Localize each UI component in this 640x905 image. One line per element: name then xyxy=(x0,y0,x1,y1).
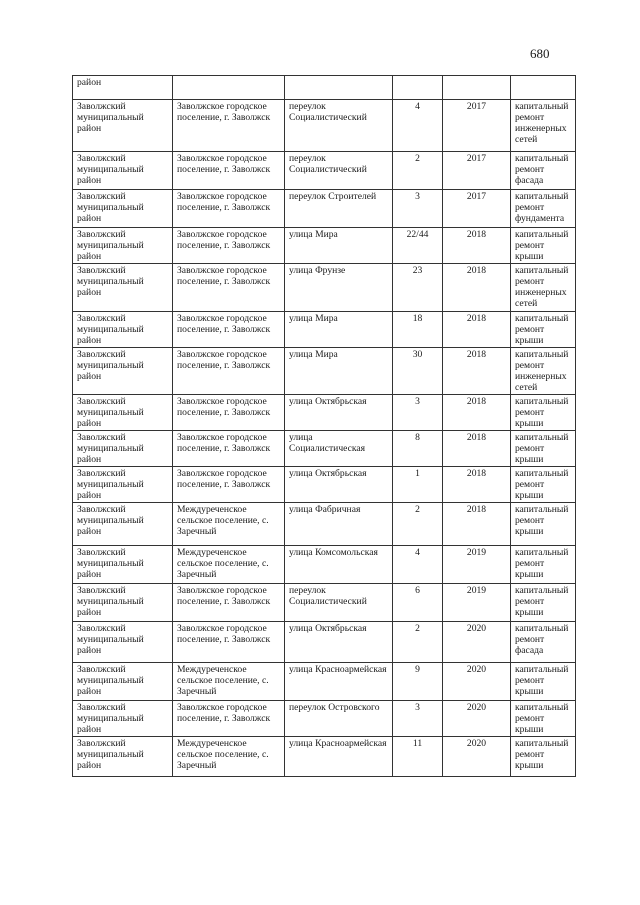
page-number: 680 xyxy=(530,46,550,61)
cell-settlement: Заволжское городское поселение, г. Заволжск xyxy=(173,395,285,431)
cell-year: 2019 xyxy=(443,546,511,584)
cell-house: 8 xyxy=(393,431,443,467)
cell-work: капитальный ремонт крыши xyxy=(511,312,576,348)
table-body xyxy=(73,76,576,777)
table-row xyxy=(73,312,576,348)
cell-house: 2 xyxy=(393,503,443,546)
cell-work: капитальный ремонт крыши xyxy=(511,737,576,777)
cell-settlement: Междуреченское сельское поселение, с. Заречный xyxy=(173,546,285,584)
cell-work xyxy=(511,76,576,100)
cell-house: 3 xyxy=(393,395,443,431)
cell-street: улица Красноармейская xyxy=(285,663,393,701)
cell-district: Заволжский муниципальный район xyxy=(73,395,173,431)
table-row xyxy=(73,395,576,431)
cell-year xyxy=(443,76,511,100)
cell-year: 2019 xyxy=(443,584,511,622)
cell-year: 2017 xyxy=(443,152,511,190)
table-row xyxy=(73,264,576,312)
cell-district: Заволжский муниципальный район xyxy=(73,348,173,395)
cell-settlement: Заволжское городское поселение, г. Заволжск xyxy=(173,152,285,190)
cell-settlement: Заволжское городское поселение, г. Заволжск xyxy=(173,431,285,467)
cell-year: 2020 xyxy=(443,701,511,737)
table-row xyxy=(73,663,576,701)
cell-district: Заволжский муниципальный район xyxy=(73,312,173,348)
cell-district: район xyxy=(73,76,173,100)
cell-settlement: Заволжское городское поселение, г. Заволжск xyxy=(173,467,285,503)
cell-street: улица Мира xyxy=(285,228,393,264)
cell-work: капитальный ремонт крыши xyxy=(511,584,576,622)
cell-street: улица Октябрьская xyxy=(285,467,393,503)
cell-house: 3 xyxy=(393,190,443,228)
cell-year: 2018 xyxy=(443,395,511,431)
cell-year: 2020 xyxy=(443,622,511,663)
table-row xyxy=(73,152,576,190)
cell-street: переулок Строителей xyxy=(285,190,393,228)
cell-street: улица Октябрьская xyxy=(285,622,393,663)
cell-work: капитальный ремонт крыши xyxy=(511,431,576,467)
table-row xyxy=(73,622,576,663)
cell-settlement: Заволжское городское поселение, г. Заволжск xyxy=(173,264,285,312)
cell-year: 2020 xyxy=(443,663,511,701)
cell-settlement: Заволжское городское поселение, г. Заволжск xyxy=(173,100,285,152)
cell-house: 2 xyxy=(393,152,443,190)
cell-work: капитальный ремонт инженерных сетей xyxy=(511,100,576,152)
cell-district: Заволжский муниципальный район xyxy=(73,152,173,190)
cell-year: 2017 xyxy=(443,190,511,228)
cell-district: Заволжский муниципальный район xyxy=(73,701,173,737)
cell-settlement xyxy=(173,76,285,100)
cell-house xyxy=(393,76,443,100)
cell-street: улица Мира xyxy=(285,348,393,395)
cell-year: 2020 xyxy=(443,737,511,777)
cell-house: 6 xyxy=(393,584,443,622)
cell-settlement: Заволжское городское поселение, г. Заволжск xyxy=(173,190,285,228)
cell-street: переулок Островского xyxy=(285,701,393,737)
cell-settlement: Заволжское городское поселение, г. Заволжск xyxy=(173,228,285,264)
cell-settlement: Заволжское городское поселение, г. Заволжск xyxy=(173,348,285,395)
table-row xyxy=(73,431,576,467)
cell-district: Заволжский муниципальный район xyxy=(73,737,173,777)
cell-work: капитальный ремонт крыши xyxy=(511,395,576,431)
cell-house: 30 xyxy=(393,348,443,395)
cell-house: 11 xyxy=(393,737,443,777)
cell-district: Заволжский муниципальный район xyxy=(73,228,173,264)
cell-work: капитальный ремонт фасада xyxy=(511,622,576,663)
cell-work: капитальный ремонт фундамента xyxy=(511,190,576,228)
cell-street: улица Комсомольская xyxy=(285,546,393,584)
table-row xyxy=(73,584,576,622)
cell-district: Заволжский муниципальный район xyxy=(73,503,173,546)
cell-settlement: Междуреченское сельское поселение, с. Заречный xyxy=(173,737,285,777)
cell-work: капитальный ремонт крыши xyxy=(511,228,576,264)
cell-street: улица Красноармейская xyxy=(285,737,393,777)
cell-street: переулок Социалистический xyxy=(285,100,393,152)
cell-house: 4 xyxy=(393,546,443,584)
cell-year: 2018 xyxy=(443,228,511,264)
cell-work: капитальный ремонт крыши xyxy=(511,467,576,503)
cell-street: улица Фабричная xyxy=(285,503,393,546)
cell-settlement: Заволжское городское поселение, г. Заволжск xyxy=(173,584,285,622)
cell-house: 2 xyxy=(393,622,443,663)
cell-work: капитальный ремонт крыши xyxy=(511,663,576,701)
cell-street: улица Социалистическая xyxy=(285,431,393,467)
cell-street: переулок Социалистический xyxy=(285,152,393,190)
cell-year: 2018 xyxy=(443,264,511,312)
cell-street: улица Октябрьская xyxy=(285,395,393,431)
cell-work: капитальный ремонт крыши xyxy=(511,546,576,584)
cell-settlement: Междуреченское сельское поселение, с. Заречный xyxy=(173,503,285,546)
cell-street: переулок Социалистический xyxy=(285,584,393,622)
table-row xyxy=(73,190,576,228)
cell-street xyxy=(285,76,393,100)
cell-work: капитальный ремонт крыши xyxy=(511,701,576,737)
cell-year: 2018 xyxy=(443,348,511,395)
cell-district: Заволжский муниципальный район xyxy=(73,622,173,663)
cell-work: капитальный ремонт фасада xyxy=(511,152,576,190)
table-row xyxy=(73,348,576,395)
cell-district: Заволжский муниципальный район xyxy=(73,100,173,152)
cell-district: Заволжский муниципальный район xyxy=(73,264,173,312)
cell-settlement: Междуреченское сельское поселение, с. Заречный xyxy=(173,663,285,701)
cell-house: 3 xyxy=(393,701,443,737)
cell-year: 2018 xyxy=(443,312,511,348)
cell-year: 2017 xyxy=(443,100,511,152)
cell-house: 22/44 xyxy=(393,228,443,264)
table-row xyxy=(73,467,576,503)
cell-district: Заволжский муниципальный район xyxy=(73,467,173,503)
table-row-continuation xyxy=(73,76,576,100)
repair-registry-table xyxy=(72,75,576,777)
cell-settlement: Заволжское городское поселение, г. Заволжск xyxy=(173,701,285,737)
cell-year: 2018 xyxy=(443,503,511,546)
table-row xyxy=(73,737,576,777)
cell-district: Заволжский муниципальный район xyxy=(73,584,173,622)
cell-house: 9 xyxy=(393,663,443,701)
table-row xyxy=(73,503,576,546)
cell-district: Заволжский муниципальный район xyxy=(73,190,173,228)
cell-house: 4 xyxy=(393,100,443,152)
cell-work: капитальный ремонт инженерных сетей xyxy=(511,264,576,312)
cell-district: Заволжский муниципальный район xyxy=(73,546,173,584)
table-row xyxy=(73,701,576,737)
cell-street: улица Мира xyxy=(285,312,393,348)
table-row xyxy=(73,228,576,264)
cell-settlement: Заволжское городское поселение, г. Заволжск xyxy=(173,312,285,348)
cell-year: 2018 xyxy=(443,431,511,467)
table-row xyxy=(73,100,576,152)
cell-work: капитальный ремонт инженерных сетей xyxy=(511,348,576,395)
cell-work: капитальный ремонт крыши xyxy=(511,503,576,546)
cell-house: 23 xyxy=(393,264,443,312)
cell-settlement: Заволжское городское поселение, г. Заволжск xyxy=(173,622,285,663)
cell-house: 1 xyxy=(393,467,443,503)
cell-district: Заволжский муниципальный район xyxy=(73,663,173,701)
cell-year: 2018 xyxy=(443,467,511,503)
cell-street: улица Фрунзе xyxy=(285,264,393,312)
cell-district: Заволжский муниципальный район xyxy=(73,431,173,467)
table-row xyxy=(73,546,576,584)
cell-house: 18 xyxy=(393,312,443,348)
